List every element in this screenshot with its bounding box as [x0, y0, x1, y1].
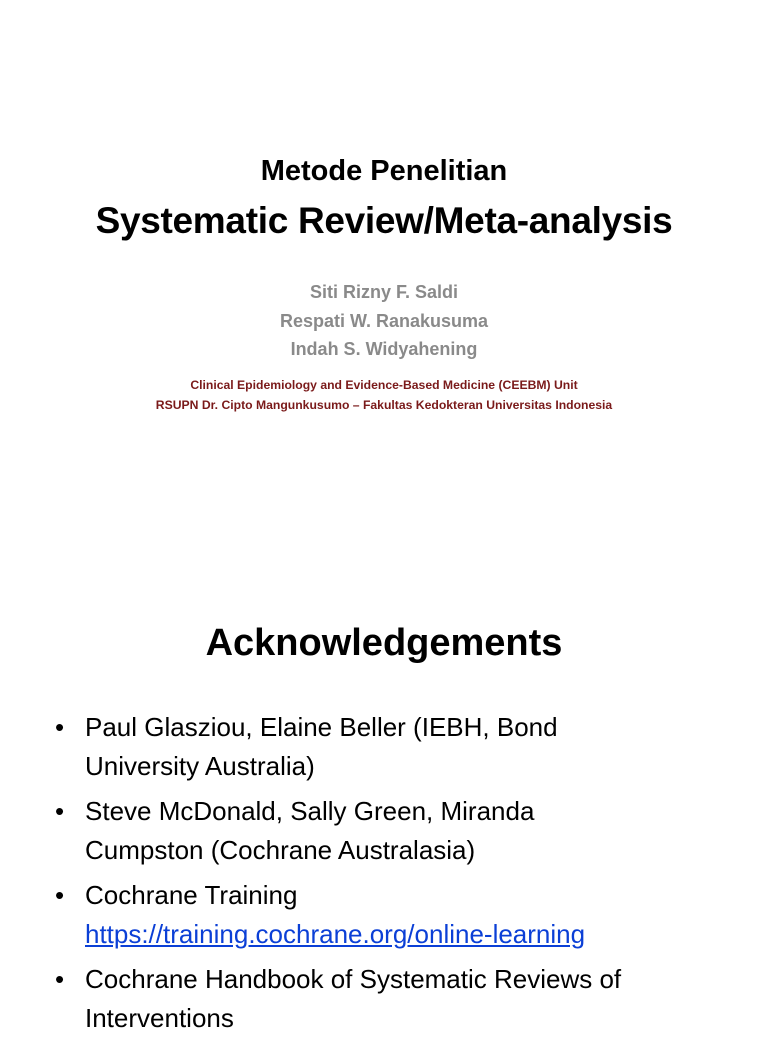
- bullet-icon: •: [55, 880, 65, 910]
- author-name: Indah S. Widyahening: [290, 339, 478, 359]
- slide-subtitle: Metode Penelitian: [260, 155, 508, 187]
- cochrane-training-link[interactable]: https://training.cochrane.org/online-learning: [85, 919, 586, 949]
- bullet-icon: •: [55, 712, 65, 742]
- slide-title: Systematic Review/Meta-analysis: [95, 200, 673, 241]
- list-item-text: University Australia): [85, 751, 315, 781]
- author-list: [0, 278, 768, 364]
- affiliation: [0, 375, 768, 415]
- list-item: [55, 960, 735, 1038]
- list-item-text: Steve McDonald, Sally Green, Miranda: [85, 796, 535, 826]
- bullet-icon: •: [55, 796, 65, 826]
- affiliation-line: Clinical Epidemiology and Evidence-Based Medicine (CEEBM) Unit: [190, 378, 578, 392]
- list-item: [55, 792, 735, 870]
- acknowledgements-title: Acknowledgements: [205, 622, 563, 664]
- affiliation-line: RSUPN Dr. Cipto Mangunkusumo – Fakultas Kedokteran Universitas Indonesia: [155, 398, 613, 412]
- list-item-text: Cochrane Handbook of Systematic Reviews of: [85, 964, 622, 994]
- list-item: [55, 876, 735, 954]
- list-item-text: Paul Glasziou, Elaine Beller (IEBH, Bond: [85, 712, 558, 742]
- bullet-icon: •: [55, 964, 65, 994]
- acknowledgements-slide: [0, 560, 768, 1033]
- list-item-text: Cumpston (Cochrane Australasia): [85, 835, 476, 865]
- author-name: Siti Rizny F. Saldi: [309, 282, 459, 302]
- acknowledgement-list: [55, 708, 735, 1044]
- list-item-text: Interventions: [85, 1003, 234, 1033]
- author-name: Respati W. Ranakusuma: [279, 310, 489, 331]
- list-item-text: Cochrane Training: [85, 880, 298, 910]
- list-item: [55, 708, 735, 786]
